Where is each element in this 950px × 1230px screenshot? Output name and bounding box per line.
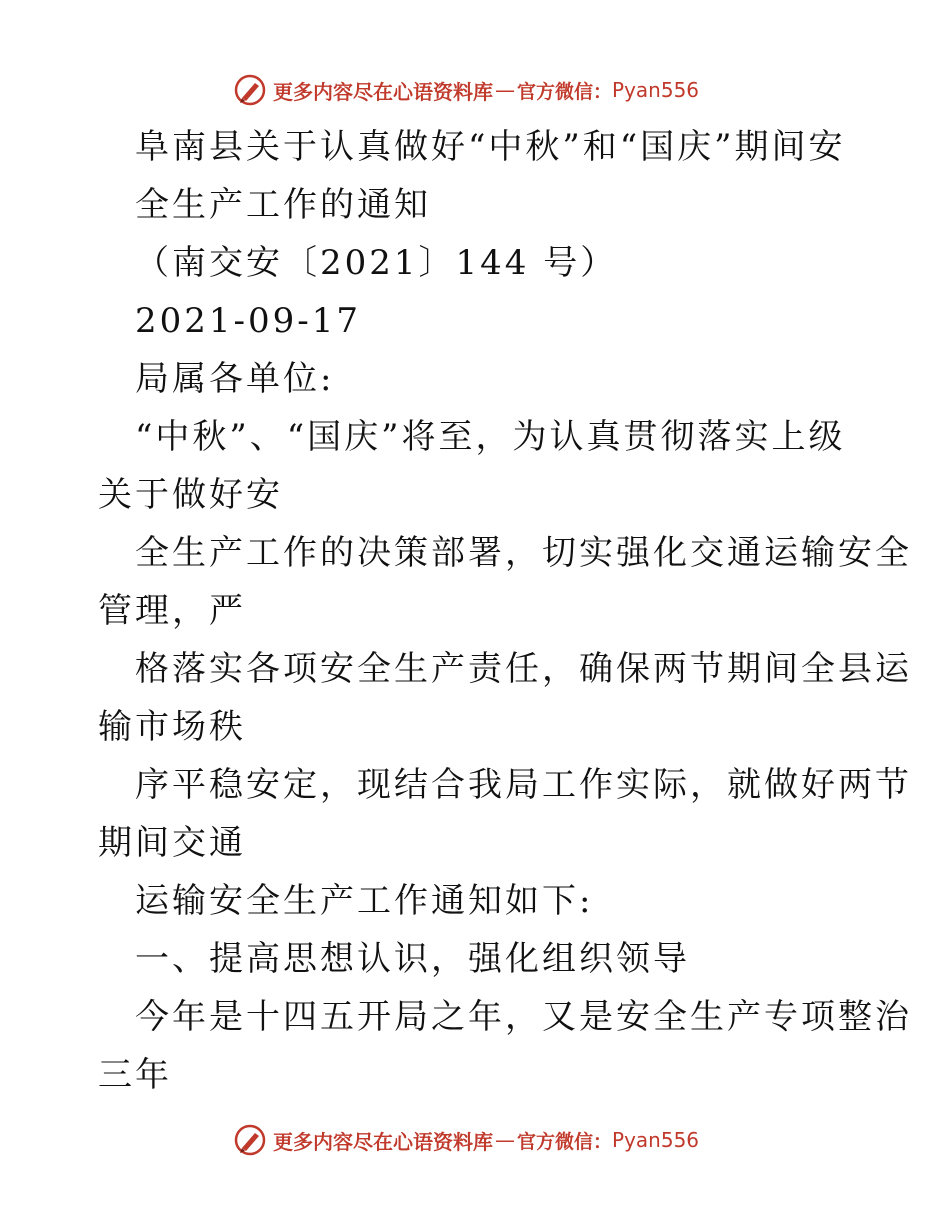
pen-logo-icon — [233, 1123, 267, 1157]
watermark-wechat-label: 官方微信： — [517, 80, 613, 103]
watermark-separator: — — [495, 1128, 515, 1152]
body-line: 格落实各项安全生产责任，确保两节期间全县运 — [135, 649, 912, 689]
watermark-wechat-id: Pyan556 — [612, 1128, 700, 1152]
watermark-banner-top — [233, 70, 699, 110]
doc-title-line-1: 阜南县关于认真做好“中秋”和“国庆”期间安 — [135, 127, 846, 167]
watermark-wechat-id: Pyan556 — [612, 78, 700, 102]
watermark-text: 更多内容尽在心语资料库 — [273, 1129, 493, 1154]
body-line: “中秋”、“国庆”将至，为认真贯彻落实上级 — [135, 417, 846, 457]
body-line: 序平稳安定，现结合我局工作实际，就做好两节 — [135, 765, 912, 805]
body-line: 运输安全生产工作通知如下: — [135, 881, 594, 921]
document-body — [0, 118, 950, 1104]
doc-title-line-2: 全生产工作的通知 — [135, 185, 431, 225]
body-line: 输市场秩 — [98, 707, 246, 747]
body-line: 管理，严 — [98, 591, 246, 631]
body-line: 期间交通 — [98, 823, 246, 863]
watermark-banner-bottom — [233, 1120, 699, 1160]
pen-logo-icon — [233, 73, 267, 107]
body-line: 关于做好安 — [98, 475, 283, 515]
doc-number: （南交安〔2021〕144 号） — [135, 243, 618, 283]
watermark-wechat-label: 官方微信： — [517, 1130, 613, 1153]
watermark-text: 更多内容尽在心语资料库 — [273, 79, 493, 104]
watermark-separator: — — [495, 78, 515, 102]
section-heading: 一、提高思想认识，强化组织领导 — [135, 939, 690, 979]
body-line: 今年是十四五开局之年，又是安全生产专项整治 — [135, 997, 912, 1037]
doc-salutation: 局属各单位: — [135, 359, 335, 399]
body-line: 全生产工作的决策部署，切实强化交通运输安全 — [135, 533, 912, 573]
doc-date: 2021-09-17 — [135, 301, 362, 341]
body-line: 三年 — [98, 1055, 172, 1095]
